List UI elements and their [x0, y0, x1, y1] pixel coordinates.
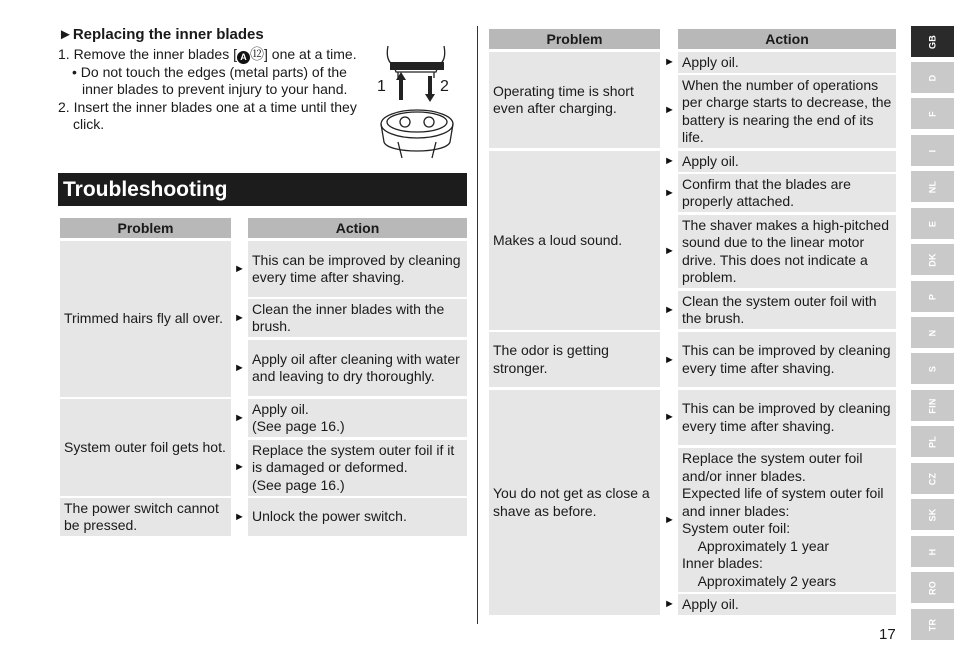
arrow-icon: ► [664, 411, 675, 423]
action-cell: Clean the inner blades with the brush. [248, 299, 467, 337]
action-cell: Clean the system outer foil with the brush. [678, 291, 896, 329]
arrow-icon: ► [664, 245, 675, 257]
column-divider [477, 26, 478, 624]
step-1: 1. Remove the inner blades [ A ⑫] one at a time. [58, 45, 357, 62]
arrow-icon: ► [234, 263, 245, 275]
arrow-icon: ► [664, 354, 675, 366]
action-cell: The shaver makes a high-pitched sound due to the linear motor drive. This does not indicate a problem. [678, 215, 896, 288]
language-tab-sk[interactable]: SK [911, 499, 954, 530]
language-tab-fin[interactable]: FIN [911, 390, 954, 421]
language-tab-tr[interactable]: TR [911, 609, 954, 640]
arrow-icon: ► [664, 514, 675, 526]
arrow-icon: ► [664, 304, 675, 316]
action-cell: Apply oil. [678, 52, 896, 73]
step-2: 2. Insert the inner blades one at a time until they click. [58, 98, 357, 132]
arrow-icon: ► [664, 187, 675, 199]
action-cell: Unlock the power switch. [248, 498, 467, 536]
language-tab-dk[interactable]: DK [911, 244, 954, 275]
language-tab-nl[interactable]: NL [911, 171, 954, 202]
problem-cell: You do not get as close a shave as before. [489, 390, 660, 615]
inner-blade-figure [376, 42, 458, 160]
action-cell: Apply oil. (See page 16.) [248, 399, 467, 437]
action-cell: Apply oil. [678, 151, 896, 172]
action-cell: Confirm that the blades are properly attached. [678, 174, 896, 212]
language-tab-f[interactable]: F [911, 98, 954, 129]
problem-cell: The odor is getting stronger. [489, 332, 660, 387]
action-header: Action [248, 218, 467, 238]
language-tab-ro[interactable]: RO [911, 572, 954, 603]
section-title-bar: Troubleshooting [58, 173, 467, 206]
action-cell: This can be improved by cleaning every time after shaving. [678, 332, 896, 387]
problem-header: Problem [489, 29, 660, 49]
action-cell: Replace the system outer foil and/or inner blades. Expected life of system outer foil and inner blades: System outer foil: Approximately 1 year Inner blades: Approximately 2 years [678, 448, 896, 592]
language-tab-gb[interactable]: GB [911, 26, 954, 57]
action-cell: This can be improved by cleaning every time after shaving. [678, 390, 896, 445]
action-header: Action [678, 29, 896, 49]
arrow-icon: ► [664, 56, 675, 68]
caution-bullet: • Do not touch the edges (metal parts) of the inner blades to prevent injury to your hand. [72, 63, 348, 97]
action-cell: This can be improved by cleaning every time after shaving. [248, 241, 467, 297]
arrow-icon: ► [664, 104, 675, 116]
problem-cell: Trimmed hairs fly all over. [60, 241, 231, 397]
language-tab-cz[interactable]: CZ [911, 463, 954, 494]
language-tab-e[interactable]: E [911, 208, 954, 239]
arrow-icon: ► [664, 155, 675, 167]
language-tab-s[interactable]: S [911, 353, 954, 384]
action-cell: When the number of operations per charge starts to decrease, the battery is nearing the end of its life. [678, 75, 896, 148]
action-cell: Apply oil. [678, 594, 896, 615]
blade-replacement-instructions [58, 26, 378, 134]
figure-label-1: 1 [377, 78, 386, 95]
language-tab-d[interactable]: D [911, 62, 954, 93]
figure-label-2: 2 [440, 78, 449, 95]
part-a-badge-icon: A [237, 51, 250, 64]
action-cell: Replace the system outer foil if it is damaged or deformed. (See page 16.) [248, 440, 467, 496]
arrow-icon: ► [234, 362, 245, 374]
language-tab-i[interactable]: I [911, 135, 954, 166]
arrow-icon: ► [234, 412, 245, 424]
problem-cell: System outer foil gets hot. [60, 399, 231, 496]
language-tab-n[interactable]: N [911, 317, 954, 348]
language-tab-p[interactable]: P [911, 281, 954, 312]
problem-cell: Makes a loud sound. [489, 151, 660, 330]
action-cell: Apply oil after cleaning with water and leaving to dry thoroughly. [248, 340, 467, 396]
problem-header: Problem [60, 218, 231, 238]
shaver-head-illustration [376, 42, 458, 160]
arrow-icon: ► [234, 461, 245, 473]
subsection-heading: ►Replacing the inner blades [58, 26, 264, 43]
language-tab-h[interactable]: H [911, 536, 954, 567]
page-number: 17 [879, 626, 896, 643]
arrow-icon: ► [234, 312, 245, 324]
problem-cell: The power switch cannot be pressed. [60, 498, 231, 536]
arrow-icon: ► [664, 598, 675, 610]
arrow-icon: ► [234, 511, 245, 523]
problem-cell: Operating time is short even after charging. [489, 52, 660, 148]
language-tab-pl[interactable]: PL [911, 426, 954, 457]
